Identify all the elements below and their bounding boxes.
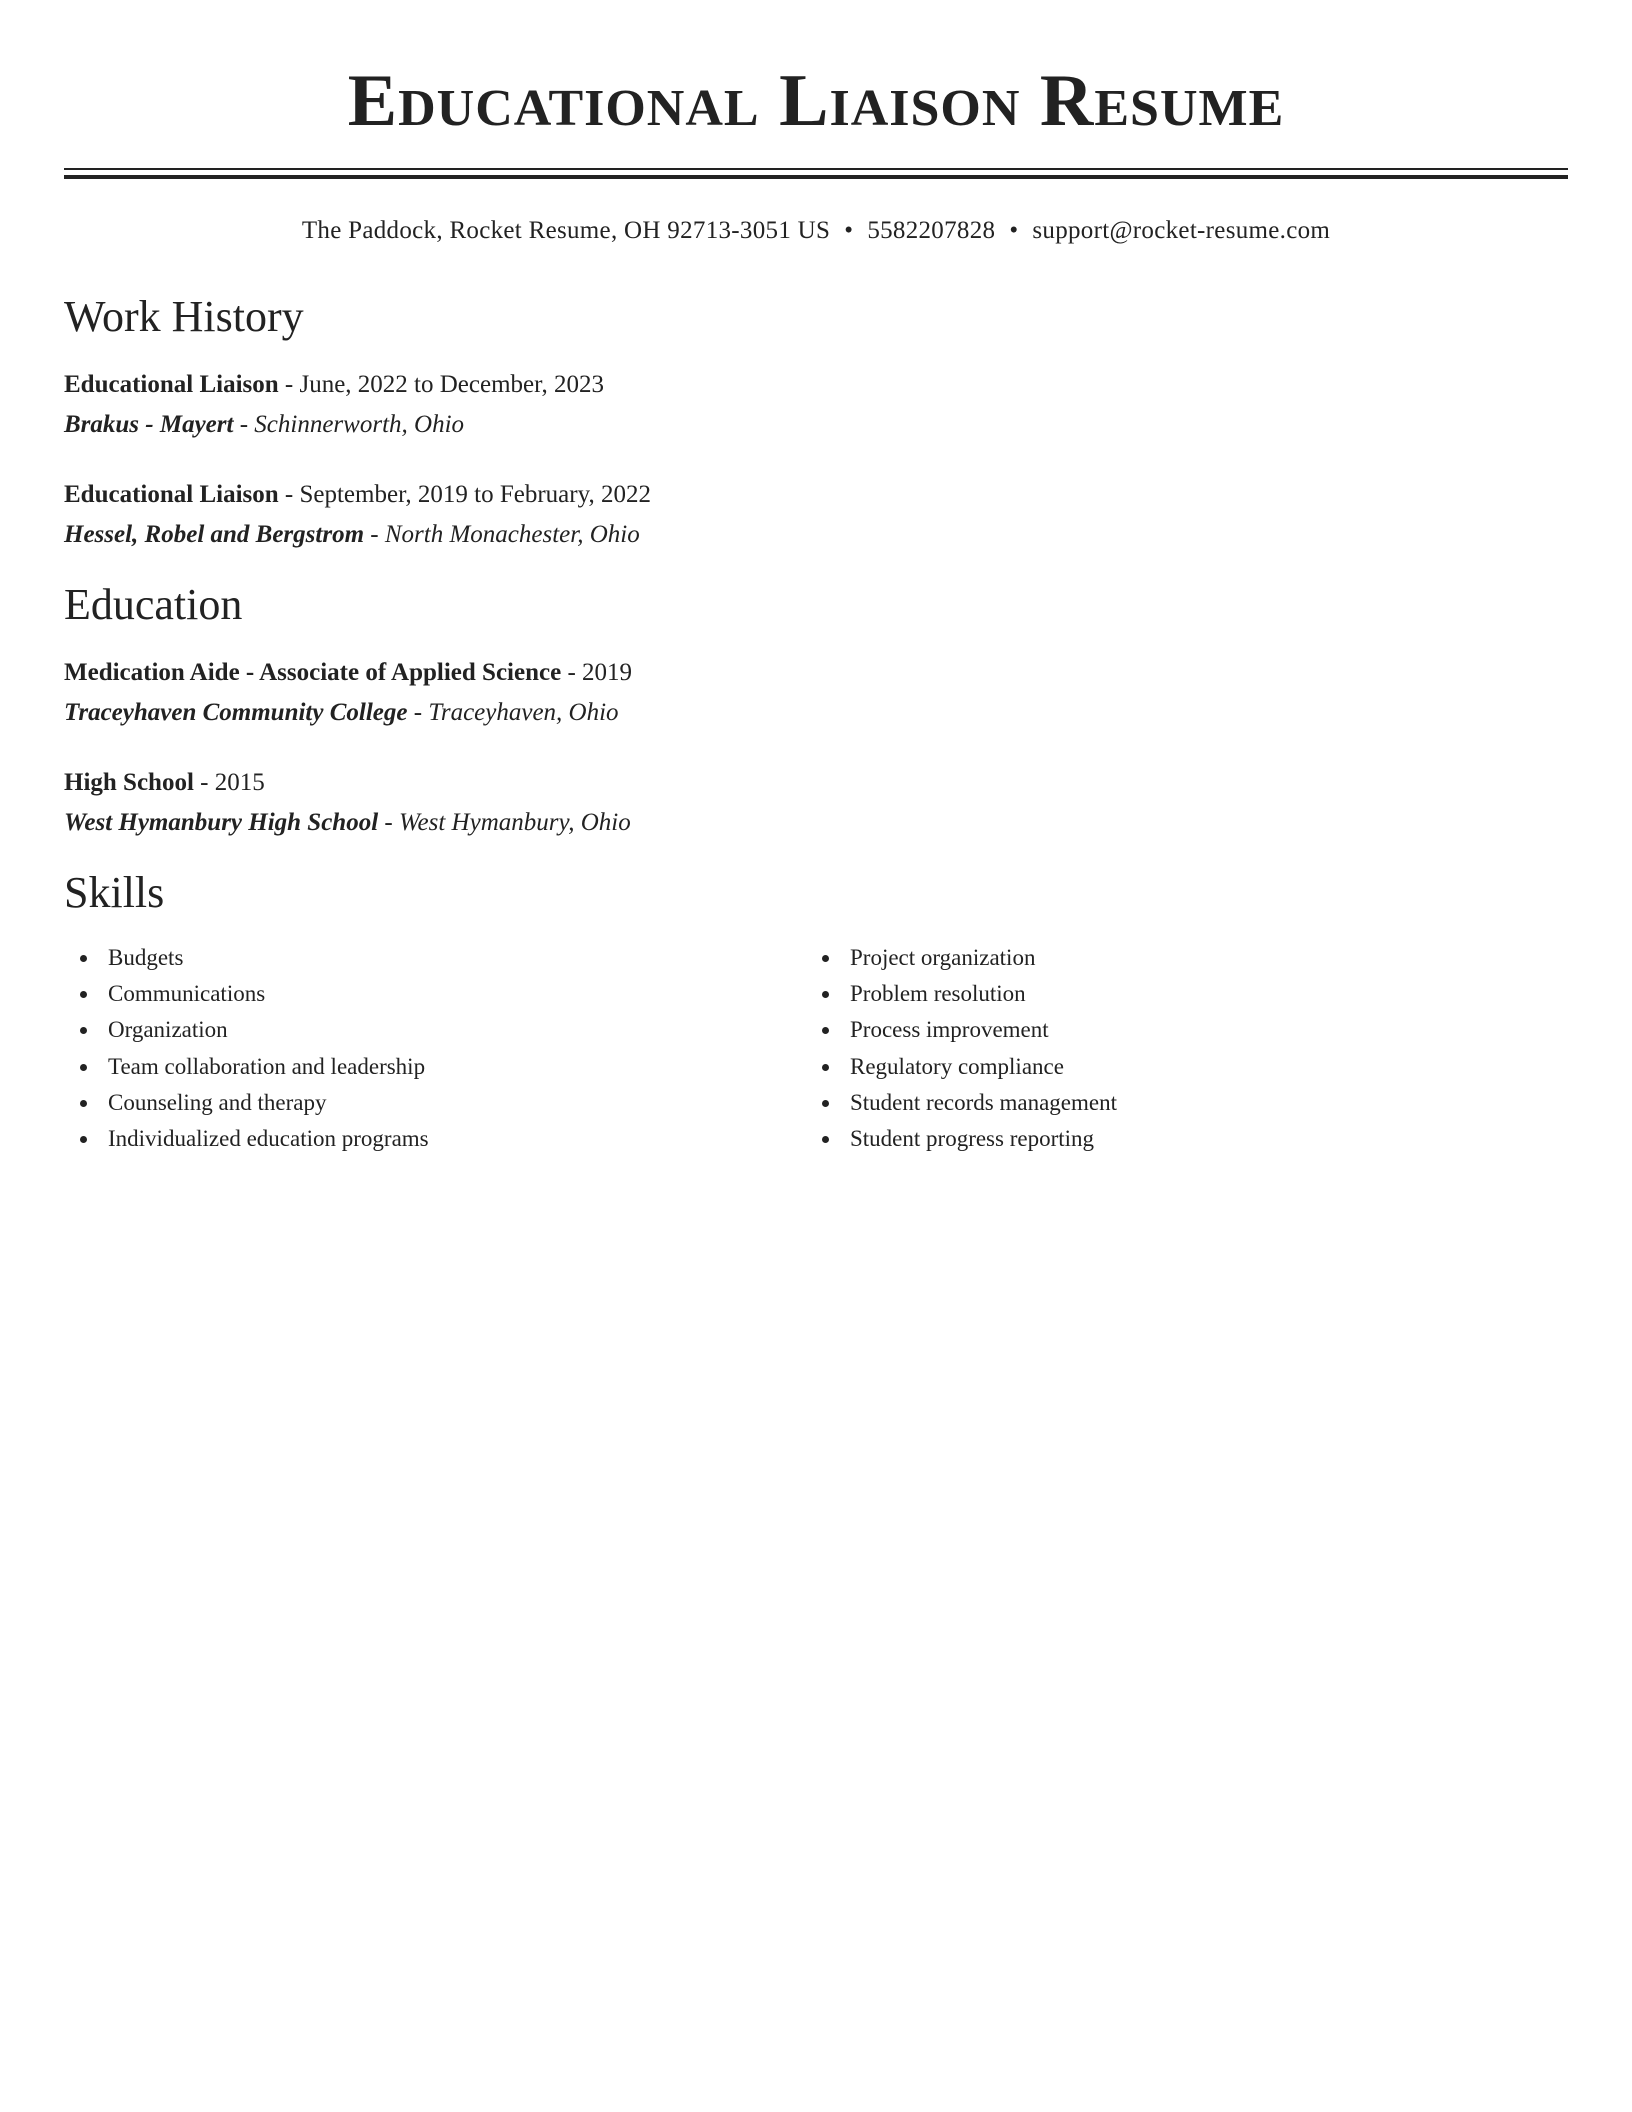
work-entry-role: Educational Liaison [64,481,279,508]
skill-item: Project organization [806,942,1546,978]
contact-separator: • [844,217,854,244]
contact-phone: 5582207828 [867,217,996,244]
skill-item: Individualized education programs [64,1123,804,1159]
contact-line [64,214,1568,248]
title-divider-thick [64,175,1568,179]
work-entry-location: North Monachester, Ohio [384,521,640,548]
education-year: 2019 [582,659,633,686]
work-entry-employer: Brakus - Mayert [64,411,234,438]
work-entry-dates: September, 2019 to February, 2022 [299,481,651,508]
education-year: 2015 [214,769,265,796]
contact-address: The Paddock, Rocket Resume, OH 92713-3051 US [301,217,831,244]
skill-item: Communications [64,978,804,1014]
work-entry-employer: Hessel, Robel and Bergstrom [64,521,365,548]
work-entry-location: Schinnerworth, Ohio [254,411,465,438]
skill-item: Team collaboration and leadership [64,1051,804,1087]
skills-heading: Skills [64,868,165,917]
education-entry-2-title: High School - 2015 [64,769,265,796]
skill-item: Student records management [806,1087,1546,1123]
education-entry-2-school-line: West Hymanbury High School - West Hymanbury, Ohio [64,809,631,836]
work-entry-2-title: Educational Liaison - September, 2019 to February, 2022 [64,481,651,508]
work-entry-1-employer-line: Brakus - Mayert - Schinnerworth, Ohio [64,411,465,438]
resume-title: Educational Liaison Resume [347,60,1285,142]
education-degree: Medication Aide - Associate of Applied Science [64,659,562,686]
work-entry-role: Educational Liaison [64,371,279,398]
education-location: Traceyhaven, Ohio [428,699,619,726]
education-school: West Hymanbury High School [64,809,379,836]
title-divider-thin [64,168,1568,170]
skill-item: Organization [64,1014,804,1050]
education-location: West Hymanbury, Ohio [399,809,631,836]
skill-item: Budgets [64,942,804,978]
work-entry-1-title: Educational Liaison - June, 2022 to December, 2023 [64,371,604,398]
work-entry-2-employer-line: Hessel, Robel and Bergstrom - North Monachester, Ohio [64,521,640,548]
skill-item: Regulatory compliance [806,1051,1546,1087]
work-history-heading: Work History [64,292,304,341]
skills-list-left [64,942,804,1159]
education-entry-1-title: Medication Aide - Associate of Applied Science - 2019 [64,659,633,686]
work-entry-dates: June, 2022 to December, 2023 [299,371,604,398]
contact-separator: • [1009,217,1019,244]
contact-email: support@rocket-resume.com [1032,217,1331,244]
skill-item: Student progress reporting [806,1123,1546,1159]
education-heading: Education [64,580,243,629]
education-entry-1-school-line: Traceyhaven Community College - Traceyhaven, Ohio [64,699,619,726]
education-degree: High School [64,769,194,796]
skill-item: Problem resolution [806,978,1546,1014]
education-school: Traceyhaven Community College [64,699,408,726]
skills-list-right [806,942,1546,1159]
skill-item: Counseling and therapy [64,1087,804,1123]
skill-item: Process improvement [806,1014,1546,1050]
